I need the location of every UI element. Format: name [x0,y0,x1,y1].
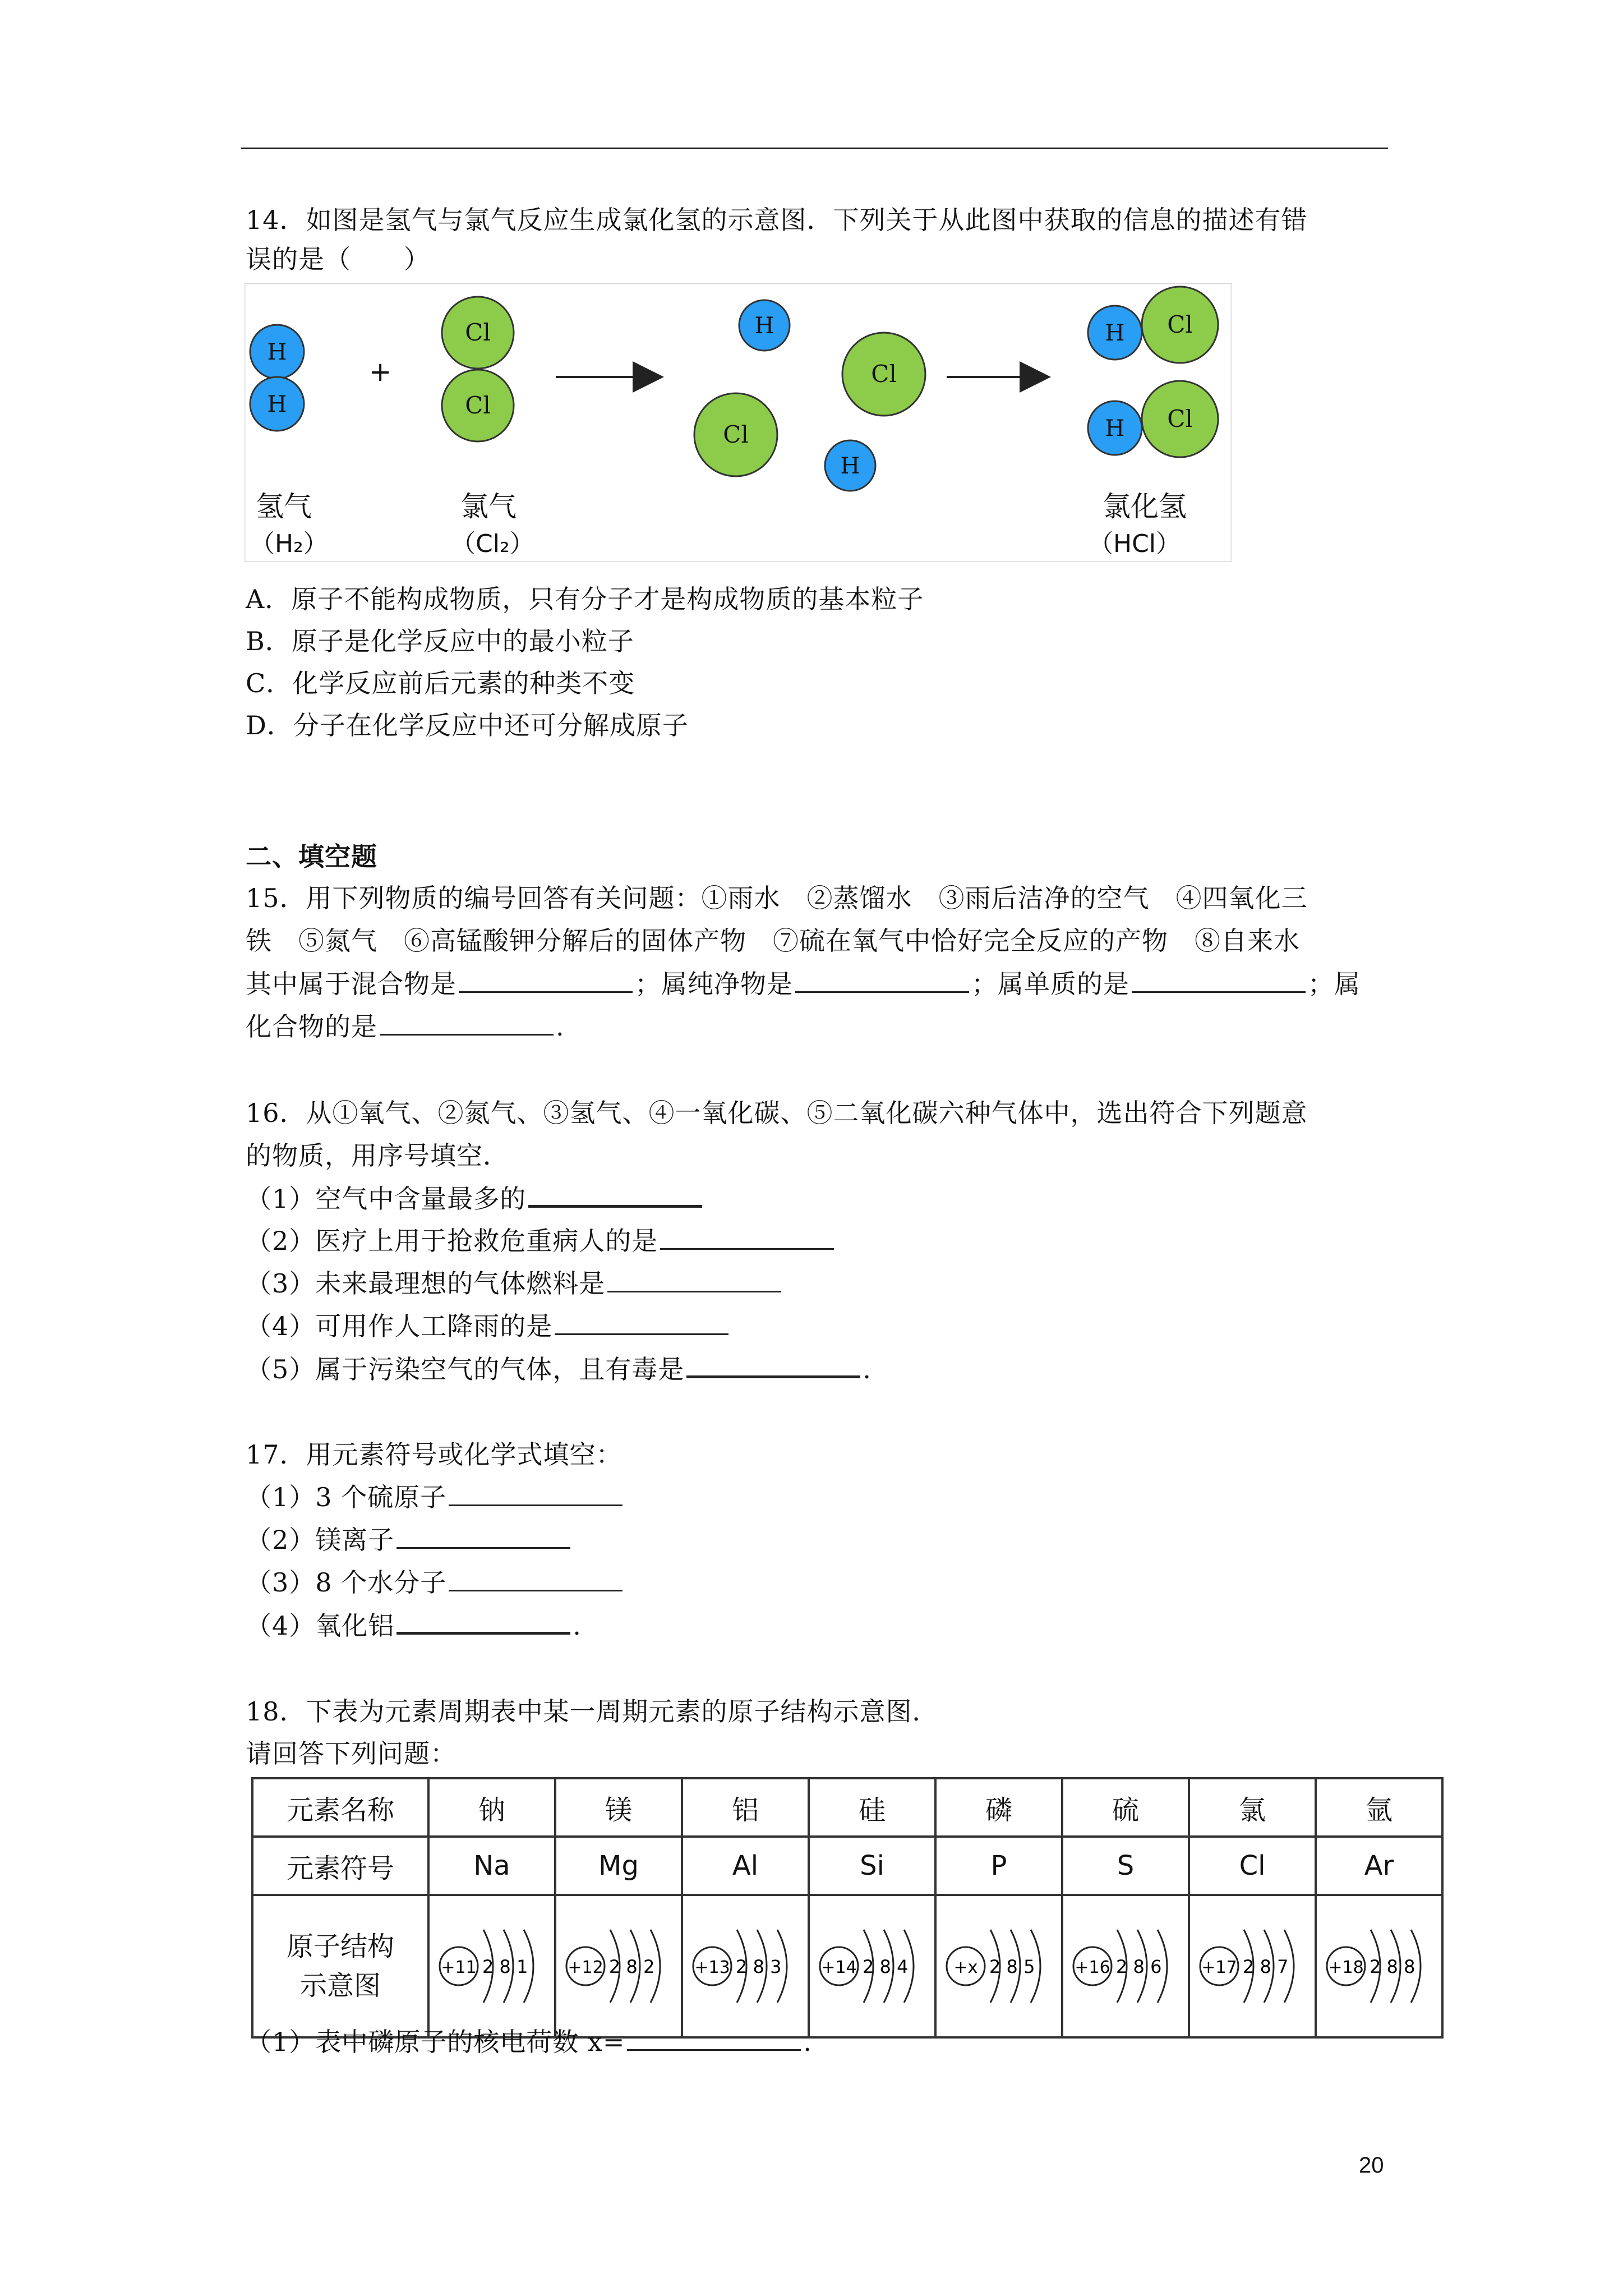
q17-item-1-text: （1）3 个硫原子 [246,1482,447,1512]
answer-blank-q17-4[interactable] [396,1608,570,1635]
q16-item-4-text: （4）可用作人工降雨的是 [246,1311,553,1341]
answer-blank-element[interactable] [1132,968,1306,993]
q18-sub1-text: （1）表中磷原子的核电荷数 x= [246,2027,625,2057]
element-symbol: Si [809,1837,935,1895]
q16-item-4 [246,1309,731,1343]
electron-counts: 2 8 4 [863,1956,909,1977]
row-header-symbol: 元素符号 [252,1837,428,1895]
hydrogen-atom-label: H [1105,320,1125,346]
electron-counts: 2 8 1 [482,1956,528,1977]
row-header-structure-line2: 示意图 [299,1970,381,2001]
q17-item-4-end: . [573,1611,582,1641]
q16-item-3 [246,1267,783,1300]
section-heading: 二、填空题 [246,841,377,872]
q14-stem-line1: 14．如图是氢气与氯气反应生成氯化氢的示意图．下列关于从此图中获取的信息的描述有错 [246,205,1308,235]
row-header-structure-line1: 原子结构 [286,1931,394,1962]
q16-item-1 [246,1181,704,1216]
answer-blank-q16-5[interactable] [686,1352,860,1378]
atom-structure-diagram [810,1896,934,2036]
nucleus-charge: +13 [694,1958,730,1977]
q17-item-3 [246,1566,625,1599]
atom-structure-diagram [430,1896,554,2036]
q18-line2: 请回答下列问题： [246,1738,457,1769]
q15-element-label: ；属单质的是 [971,969,1129,999]
element-name: 硫 [1062,1778,1189,1837]
q15-mixture-label: 其中属于混合物是 [246,969,457,999]
answer-blank-q16-1[interactable] [528,1181,702,1208]
atom-structure-cell [935,1895,1062,2037]
page-number: 20 [1359,2153,1384,2178]
q17-line1: 17．用元素符号或化学式填空： [246,1439,623,1470]
row-header-name: 元素名称 [252,1778,428,1837]
q16-line2: 的物质，用序号填空． [246,1140,509,1171]
q16-line1: 16．从①氧气、②氮气、③氢气、④一氧化碳、⑤二氧化碳六种气体中，选出符合下列题意 [246,1098,1308,1128]
q15-line1: 15．用下列物质的编号回答有关问题：①雨水 ②蒸馏水 ③雨后洁净的空气 ④四氧化三 [246,883,1308,913]
element-name: 氯 [1189,1778,1316,1837]
chlorine-atom-label: Cl [871,360,897,388]
electron-counts: 2 8 3 [736,1956,782,1977]
answer-blank-q17-1[interactable] [449,1481,623,1506]
atom-structure-diagram [937,1896,1061,2036]
q17-item-4 [246,1608,582,1642]
hydrogen-atom-label: H [267,339,287,365]
atom-structure-cell [1062,1895,1189,2037]
answer-blank-q16-3[interactable] [607,1267,781,1292]
nucleus-charge: +16 [1075,1958,1110,1977]
element-name: 硅 [809,1778,935,1837]
q15-period: . [556,1011,565,1042]
q16-item-2 [246,1224,836,1258]
electron-counts: 2 8 8 [1370,1956,1415,1977]
plus-sign: + [369,356,392,388]
hydrogen-atom-label: H [840,453,860,479]
label-h2-name: 氢气 [256,490,312,523]
label-h2-formula: （H₂） [250,530,328,558]
label-hcl-name: 氯化氢 [1103,490,1187,523]
nucleus-charge: +12 [568,1958,603,1977]
atom-structure-diagram [1190,1896,1315,2036]
q18-sub1 [246,2025,812,2059]
answer-blank-q16-4[interactable] [555,1310,728,1335]
element-symbol: Mg [555,1837,682,1895]
atom-structure-cell [1316,1895,1442,2037]
atom-structure-diagram [683,1896,808,2036]
q17-item-1 [246,1480,625,1514]
element-symbol: Na [428,1837,555,1895]
element-name: 铝 [682,1778,809,1837]
q14-option-b: B．原子是化学反应中的最小粒子 [246,626,634,656]
atom-structure-diagram [556,1896,681,2036]
reaction-diagram [245,283,1232,562]
atom-group [250,287,1218,491]
label-cl2-formula: （Cl₂） [451,530,534,558]
header-rule [241,148,1388,149]
element-name: 磷 [935,1778,1062,1837]
hydrogen-atom-label: H [754,313,774,339]
table-row-structures [252,1895,1442,2037]
q17-item-3-text: （3）8 个水分子 [246,1567,447,1598]
element-symbol: Ar [1316,1837,1442,1895]
chlorine-atom-label: Cl [723,421,749,448]
q14-stem-line2: 误的是（ ） [246,244,430,274]
answer-blank-mixture[interactable] [459,968,633,993]
atom-structure-cell [428,1895,555,2037]
element-name: 镁 [555,1778,682,1837]
chlorine-atom-label: Cl [1167,405,1193,432]
electron-counts: 2 8 6 [1116,1956,1162,1977]
nucleus-charge: +14 [821,1958,857,1977]
q15-compound-prefix: ；属 [1308,969,1361,999]
element-symbol: P [935,1837,1062,1895]
hydrogen-atom-label: H [1105,416,1125,441]
q15-pure-label: ；属纯净物是 [635,969,793,999]
atom-structure-diagram [1063,1896,1188,2036]
periodic-table [251,1777,1444,2039]
reaction-figure [245,283,1232,562]
q15-line3 [246,967,1361,1001]
nucleus-charge: +x [953,1958,978,1977]
label-hcl-formula: （HCl） [1089,530,1181,558]
answer-blank-q17-2[interactable] [396,1524,570,1549]
atom-structure-cell [682,1895,809,2037]
atom-structure-cell [809,1895,935,2037]
element-symbol: Cl [1189,1837,1316,1895]
chlorine-atom-label: Cl [465,319,491,346]
atom-structure-diagram [1317,1896,1441,2036]
electron-counts: 2 8 5 [989,1956,1035,1977]
answer-blank-q16-2[interactable] [660,1225,834,1250]
answer-blank-q17-3[interactable] [449,1566,623,1591]
q17-item-2 [246,1523,573,1557]
nucleus-charge: +11 [441,1958,477,1977]
electron-counts: 2 8 2 [609,1956,655,1977]
row-header-structure [252,1895,428,2037]
atom-structure-cell [1189,1895,1316,2037]
element-name: 氩 [1316,1778,1442,1837]
q18-line1: 18．下表为元素周期表中某一周期元素的原子结构示意图． [246,1696,939,1727]
table-row-symbols [252,1837,1442,1895]
label-cl2-name: 氯气 [460,490,517,523]
q14-option-d: D．分子在化学反应中还可分解成原子 [246,710,689,740]
element-name: 钠 [428,1778,555,1837]
hydrogen-atom-label: H [267,392,287,417]
electron-counts: 2 8 7 [1243,1956,1289,1977]
atom-structure-cell [555,1895,682,2037]
q17-item-2-text: （2）镁离子 [246,1525,395,1555]
q17-item-4-text: （4）氧化铝 [246,1611,395,1641]
element-symbol: Al [682,1837,809,1895]
q15-line2: 铁 ⑤氮气 ⑥高锰酸钾分解后的固体产物 ⑦硫在氧气中恰好完全反应的产物 ⑧自来水 [246,926,1300,956]
answer-blank-q18-1[interactable] [627,2026,801,2051]
q15-compound-label: 化合物的是 [246,1011,377,1042]
chlorine-atom-label: Cl [1167,311,1193,338]
nucleus-charge: +17 [1201,1958,1237,1977]
q16-item-5 [246,1352,872,1386]
q16-item-3-text: （3）未来最理想的气体燃料是 [246,1268,606,1299]
nucleus-charge: +18 [1328,1958,1364,1977]
q16-item-5-end: . [863,1354,872,1384]
q14-option-a: A．原子不能构成物质，只有分子才是构成物质的基本粒子 [246,584,924,614]
answer-blank-pure[interactable] [795,968,969,993]
chlorine-atom-label: Cl [465,392,491,419]
q18-sub1-end: . [803,2027,812,2057]
q15-line4 [246,1010,565,1043]
q16-item-2-text: （2）医疗上用于抢救危重病人的是 [246,1226,658,1256]
q14-option-c: C．化学反应前后元素的种类不变 [246,668,635,698]
element-symbol: S [1062,1837,1189,1895]
answer-blank-compound[interactable] [380,1010,554,1036]
table-row-names [252,1778,1442,1837]
q16-item-5-text: （5）属于污染空气的气体，且有毒是 [246,1354,685,1384]
q16-item-1-text: （1）空气中含量最多的 [246,1184,527,1214]
